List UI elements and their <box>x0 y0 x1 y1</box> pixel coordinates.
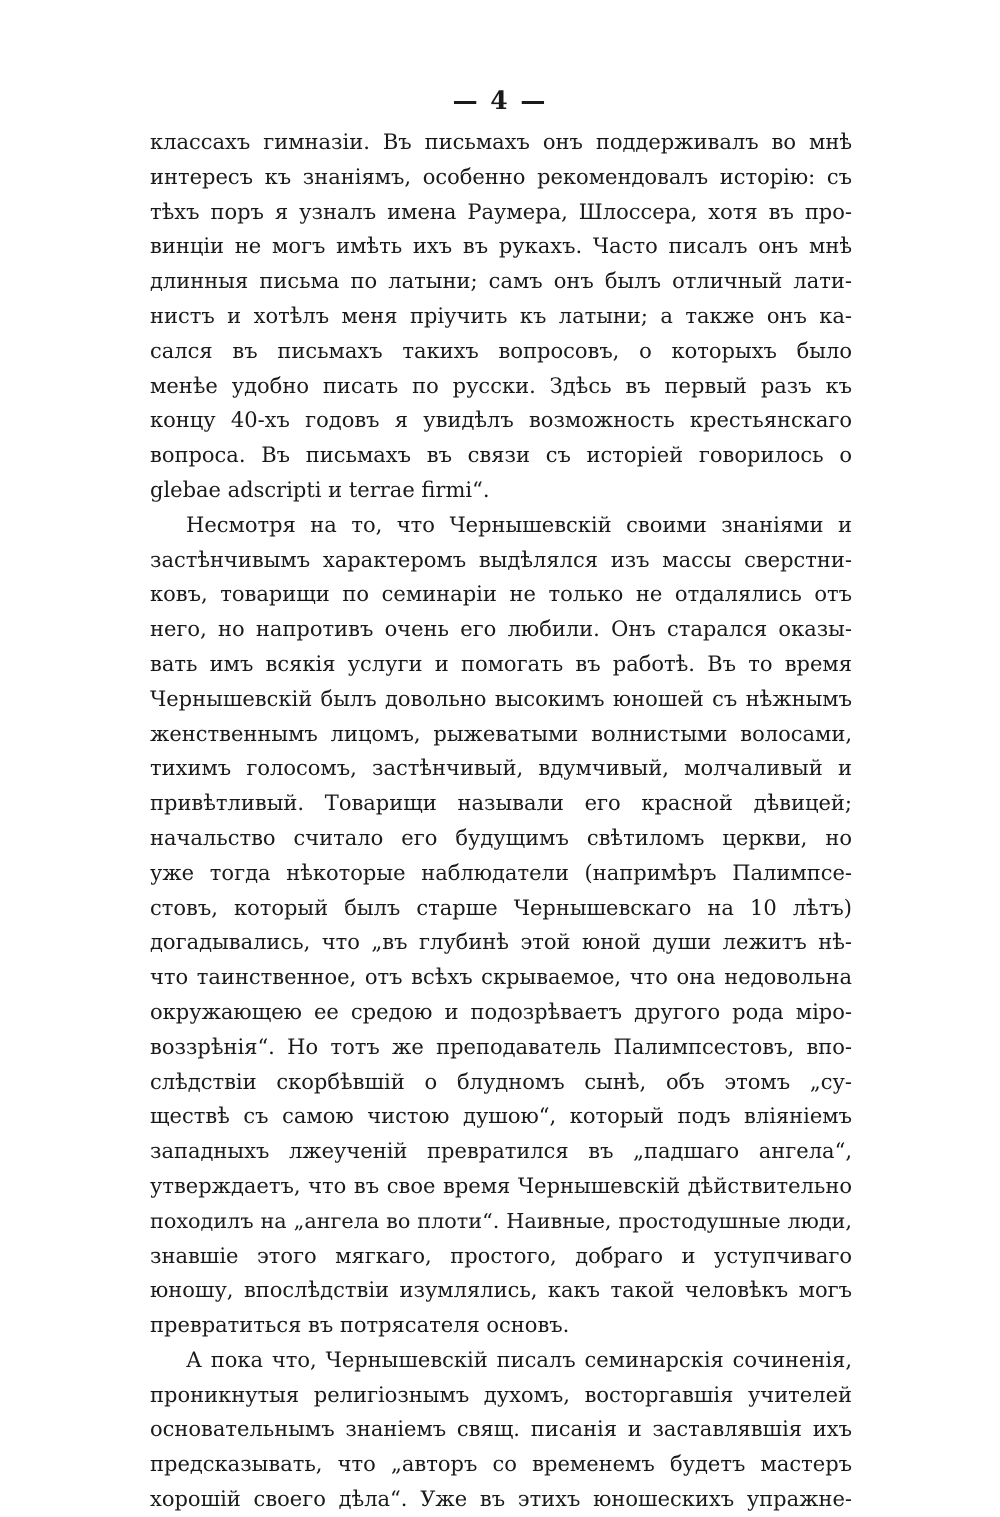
text-line: вать имъ всякія услуги и помогать въ работѣ. Въ то время <box>150 651 852 676</box>
text-line: воззрѣнія“. Но тотъ же преподаватель Палимпсестовъ, впо- <box>150 1034 852 1059</box>
text-line: ществѣ съ самою чистою душою“, который подъ вліяніемъ <box>150 1104 852 1129</box>
text-line: тихимъ голосомъ, застѣнчивый, вдумчивый, молчаливый и <box>150 756 852 781</box>
text-line: превратиться въ потрясателя основъ. <box>150 1313 570 1338</box>
paragraph-3 <box>150 1343 852 1517</box>
text-line: слѣдствіи скорбѣвшій о блудномъ сынѣ, объ этомъ „су- <box>150 1069 852 1094</box>
text-line: что таинственное, отъ всѣхъ скрываемое, что она недовольна <box>150 965 852 990</box>
text-line: уже тогда нѣкоторые наблюдатели (напримѣръ Палимпсе- <box>150 860 852 885</box>
text-line: начальство считало его будущимъ свѣтиломъ церкви, но <box>150 825 852 850</box>
text-line: винціи не могъ имѣть ихъ въ рукахъ. Часто писалъ онъ мнѣ <box>150 234 852 259</box>
text-line: привѣтливый. Товарищи называли его красной дѣвицей; <box>150 791 852 816</box>
text-line: застѣнчивымъ характеромъ выдѣлялся изъ массы сверстни- <box>150 547 852 572</box>
paragraph-1 <box>150 125 852 508</box>
text-line: Несмотря на то, что Чернышевскій своими знаніями и <box>186 512 852 537</box>
text-line: концу 40-хъ годовъ я увидѣлъ возможность крестьянскаго <box>150 408 852 433</box>
text-line: утверждаетъ, что въ свое время Чернышевскій дѣйствительно <box>150 1173 852 1198</box>
text-line: западныхъ лжеученій превратился въ „падшаго ангела“, <box>150 1139 852 1164</box>
page-number: — 4 — <box>452 86 548 115</box>
text-line: вопроса. Въ письмахъ въ связи съ исторіей говорилось о <box>150 443 852 468</box>
text-line: А пока что, Чернышевскій писалъ семинарскія сочиненія, <box>186 1347 852 1372</box>
text-line: походилъ на „ангела во плоти“. Наивные, простодушные люди, <box>150 1208 852 1233</box>
text-line: основательнымъ знаніемъ свящ. писанія и заставлявшія ихъ <box>150 1417 852 1442</box>
text-line: него, но напротивъ очень его любили. Онъ старался оказы- <box>150 617 852 642</box>
text-line: предсказывать, что „авторъ со временемъ будетъ мастеръ <box>150 1452 852 1477</box>
text-line: стовъ, который былъ старше Чернышевскаго на 10 лѣтъ) <box>150 895 852 920</box>
text-line: тѣхъ поръ я узналъ имена Раумера, Шлоссера, хотя въ про- <box>150 199 852 224</box>
text-line: женственнымъ лицомъ, рыжеватыми волнистыми волосами, <box>150 721 852 746</box>
text-line: сался въ письмахъ такихъ вопросовъ, о которыхъ было <box>150 338 852 363</box>
body-text <box>150 125 852 1517</box>
text-line: хорошій своего дѣла“. Уже въ этихъ юношескихъ упражне- <box>150 1487 852 1512</box>
text-line: знавшіе этого мягкаго, простого, добраго и уступчиваго <box>150 1243 852 1268</box>
text-line: окружающею ее средою и подозрѣваетъ другого рода міро- <box>150 999 852 1024</box>
text-line: проникнутыя религіознымъ духомъ, восторгавшія учителей <box>150 1382 852 1407</box>
text-line: glebae adscripti и terrae firmi“. <box>150 477 490 502</box>
text-line: интересъ къ знаніямъ, особенно рекомендовалъ исторію: съ <box>150 164 852 189</box>
text-line: Чернышевскій былъ довольно высокимъ юношей съ нѣжнымъ <box>150 686 852 711</box>
text-line: классахъ гимназіи. Въ письмахъ онъ поддерживалъ во мнѣ <box>150 130 852 154</box>
text-line: догадывались, что „въ глубинѣ этой юной души лежитъ нѣ- <box>150 930 852 955</box>
text-line: ковъ, товарищи по семинаріи не только не отдалялись отъ <box>150 582 852 607</box>
text-line: длинныя письма по латыни; самъ онъ былъ отличный лати- <box>150 269 852 294</box>
text-line: менѣе удобно писать по русски. Здѣсь въ первый разъ къ <box>150 373 852 398</box>
text-line: юношу, впослѣдствіи изумлялись, какъ такой человѣкъ могъ <box>150 1278 852 1303</box>
paragraph-2 <box>150 508 852 1343</box>
text-line: нистъ и хотѣлъ меня пріучить къ латыни; а также онъ ка- <box>150 303 852 328</box>
